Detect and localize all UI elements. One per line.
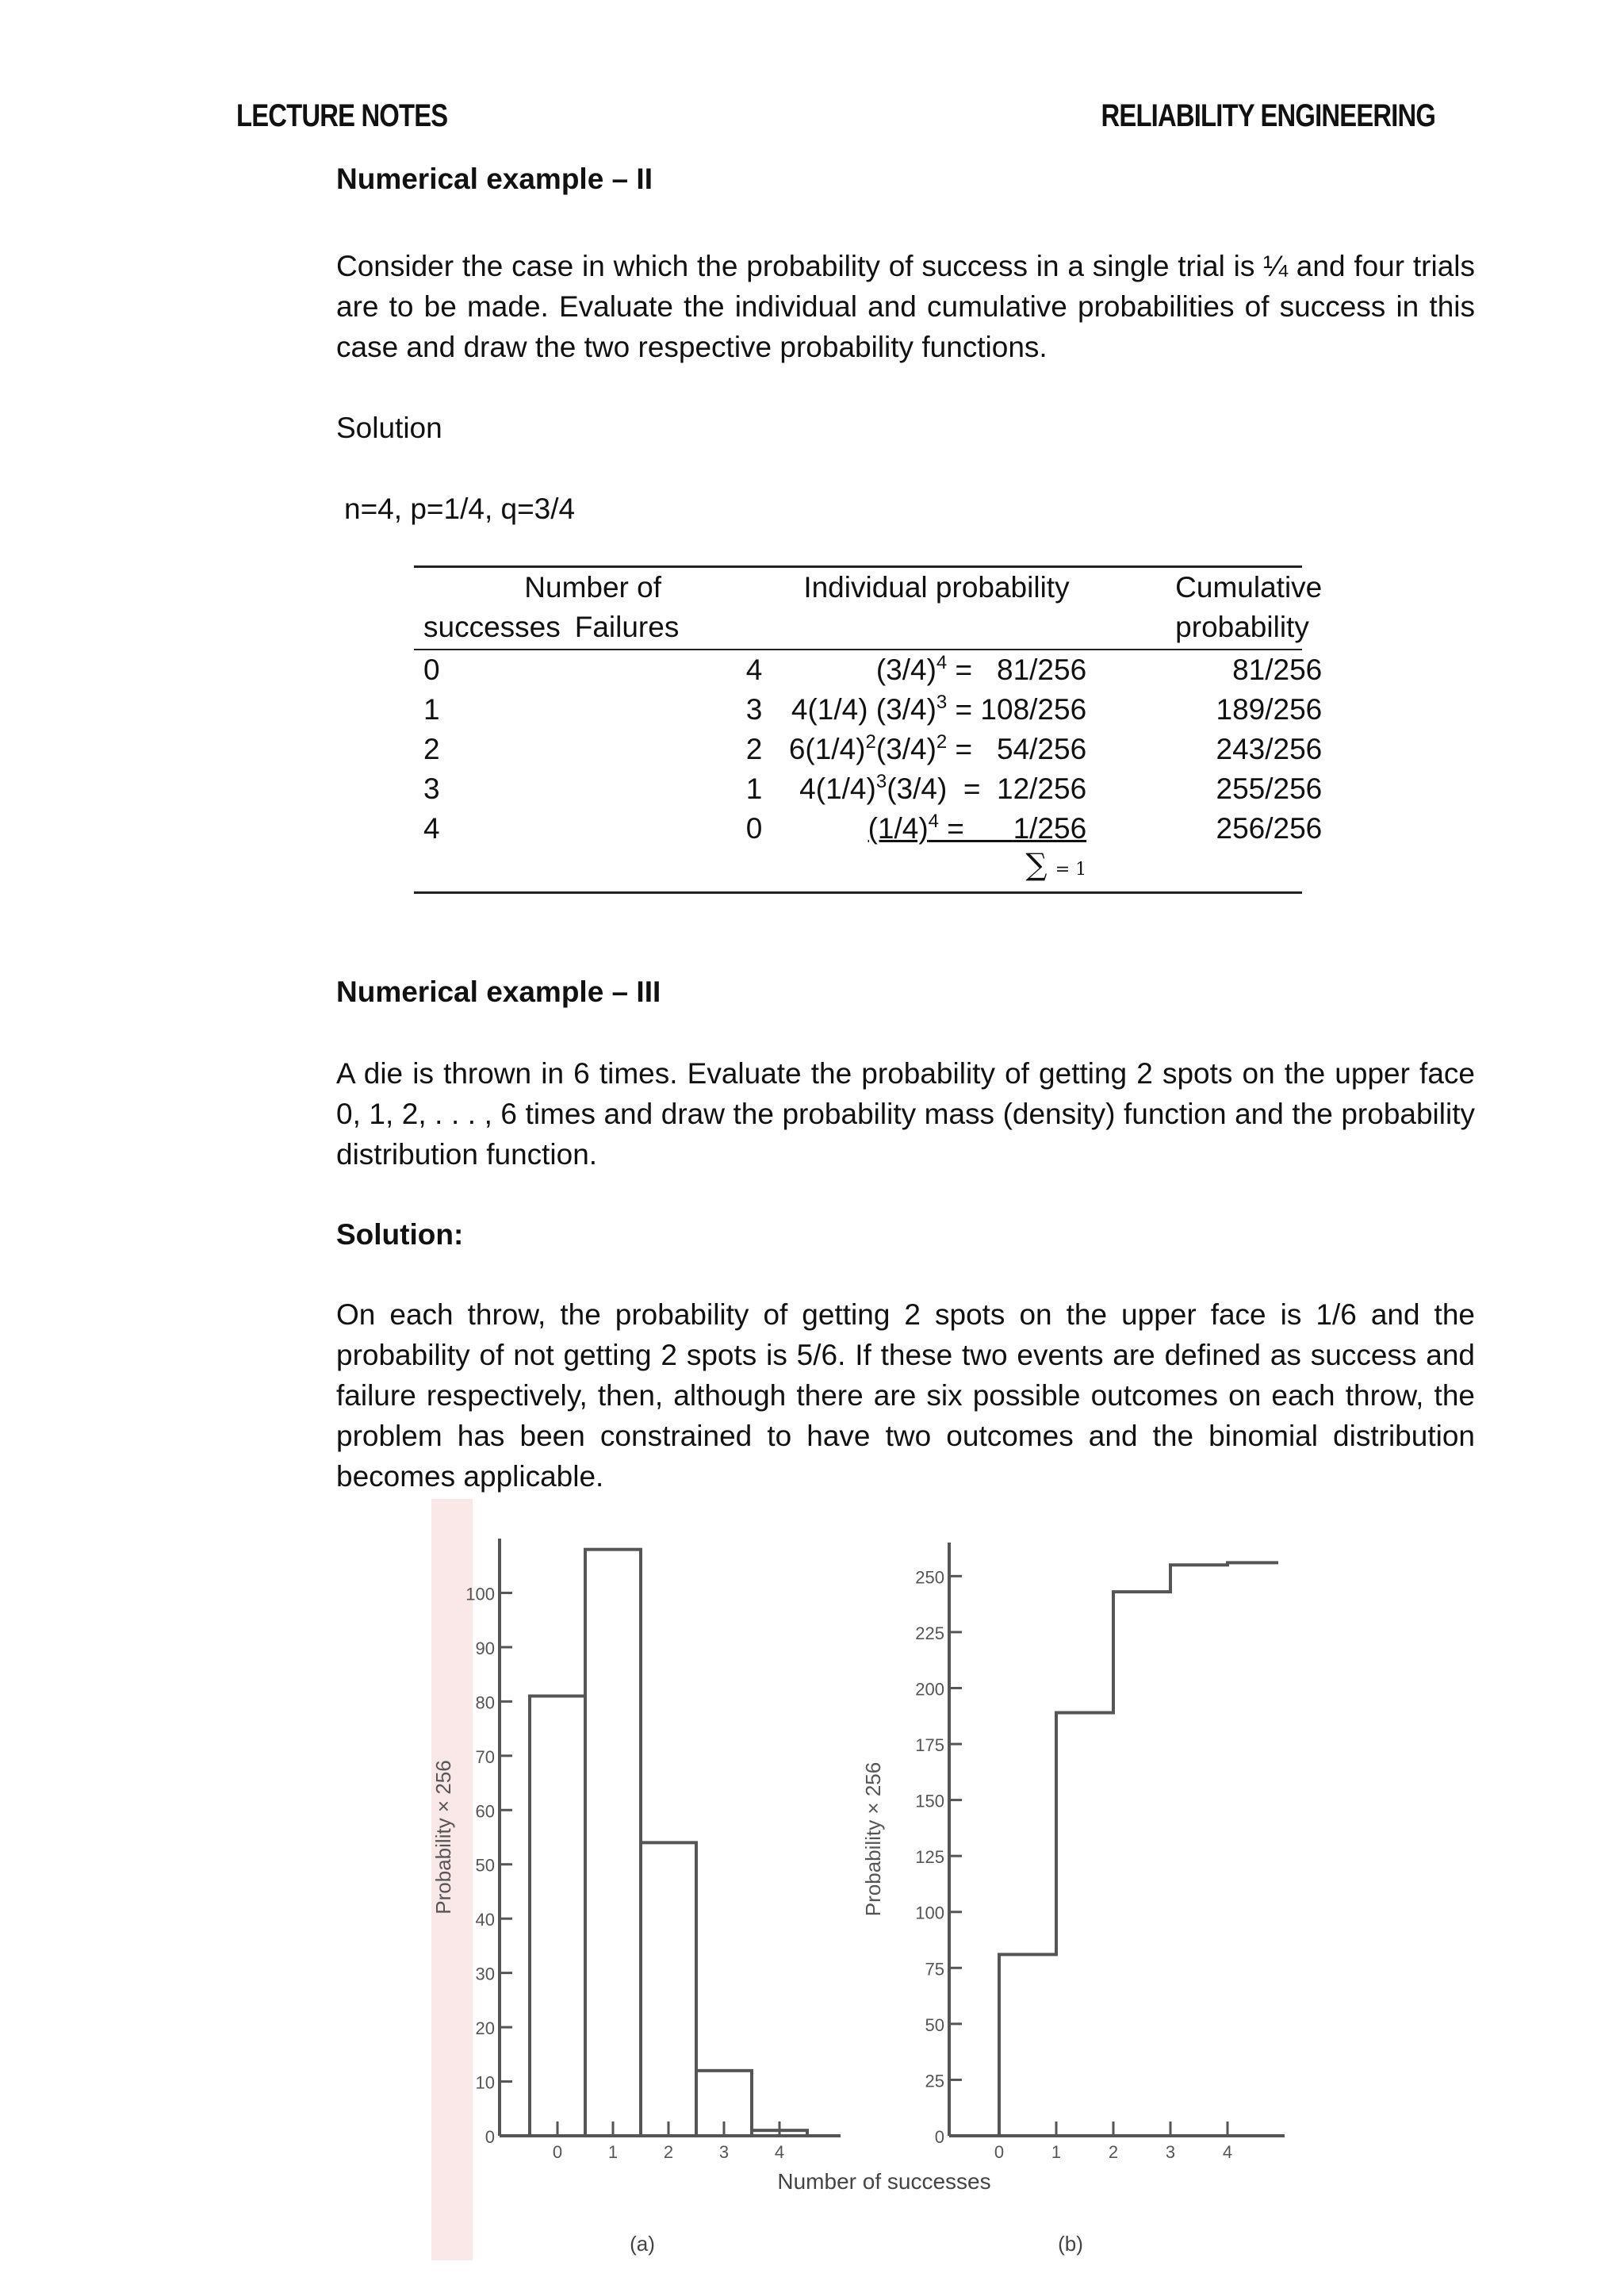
- header-right: RELIABILITY ENGINEERING: [1101, 98, 1435, 133]
- cell-failures: 3: [745, 693, 763, 726]
- example-3-solution-text-wrap: [336, 1294, 1475, 1497]
- y-tick-label-b: 150: [915, 1791, 944, 1811]
- table-row: [414, 690, 1331, 730]
- cell-cumulative: 189/256: [1216, 693, 1323, 726]
- cell-successes: 4: [423, 812, 440, 845]
- example-2-problem-wrap: [336, 246, 1475, 367]
- cell-cumulative: 81/256: [1232, 654, 1323, 686]
- x-tick-label-a: 3: [718, 2142, 730, 2162]
- table-header-row-1: [414, 565, 1331, 608]
- probability-table: [414, 565, 1331, 886]
- example-3-heading-wrap: [336, 972, 1475, 1012]
- table-row: [414, 730, 1331, 769]
- cell-individual: $6(1/4)^2(3/4)^2 = 54/256$: [788, 731, 1087, 765]
- y-tick-label-b: 25: [925, 2071, 944, 2091]
- x-tick-label-b: 2: [1108, 2142, 1119, 2162]
- y-axis-label-b: Probability × 256: [861, 1761, 885, 1917]
- x-tick-label-a: 0: [552, 2142, 563, 2162]
- sum-symbol: ∑: [1025, 847, 1048, 882]
- chart-b: [861, 1543, 1285, 2162]
- caption-a: (a): [630, 2232, 655, 2256]
- y-tick-label-b: 0: [934, 2127, 944, 2147]
- y-tick-label-a: 50: [475, 1855, 495, 1876]
- y-tick-label-a: 0: [485, 2127, 495, 2147]
- cell-successes: 2: [423, 733, 440, 765]
- cell-failures: 2: [745, 733, 763, 765]
- y-tick-label-b: 50: [925, 2014, 944, 2035]
- caption-b: (b): [1058, 2232, 1083, 2256]
- header-left: LECTURE NOTES: [236, 98, 448, 133]
- x-tick-label-b: 4: [1222, 2142, 1233, 2162]
- x-axis-label: Number of successes: [777, 2169, 991, 2194]
- x-tick-label-a: 1: [607, 2142, 619, 2162]
- example-2: [336, 159, 1475, 199]
- y-tick-label-b: 225: [915, 1623, 944, 1643]
- header-number-of: Number of: [524, 571, 662, 604]
- example-3-heading: Numerical example – III: [336, 976, 661, 1008]
- table-row: [414, 650, 1331, 690]
- cell-successes: 3: [423, 772, 440, 805]
- cell-cumulative: 256/256: [1216, 812, 1323, 845]
- example-2-problem: Consider the case in which the probability of success in a single trial is ¼ and four trials are to be made. Evaluate the individual and cumulative probabilities of success in this case and draw the two respective probability functions.: [336, 250, 1475, 363]
- y-tick-label-b: 200: [915, 1679, 944, 1700]
- x-tick-label-b: 0: [994, 2142, 1005, 2162]
- chart-a: [431, 1539, 841, 2162]
- cell-individual: $(3/4)^4 = 81/256$: [875, 652, 1087, 686]
- x-tick-label-a: 4: [774, 2142, 785, 2162]
- cell-successes: 1: [423, 693, 440, 726]
- example-2-given-wrap: [344, 489, 1483, 529]
- sum-cell: [772, 849, 1096, 886]
- cell-failures: 0: [745, 812, 763, 845]
- y-tick-label-a: 80: [475, 1692, 495, 1713]
- cell-failures: 1: [745, 772, 763, 805]
- cell-failures: 4: [745, 654, 763, 686]
- table-sum-row: [414, 849, 1331, 886]
- x-tick-label-b: 3: [1165, 2142, 1176, 2162]
- y-tick-label-b: 175: [915, 1735, 944, 1756]
- example-3-solution-label: Solution:: [336, 1218, 464, 1251]
- sum-value: = 1: [1055, 860, 1087, 880]
- y-tick-label-a: 70: [475, 1746, 495, 1767]
- cell-individual: 4(1/4) $(3/4)^3 = 108/256$: [791, 692, 1087, 726]
- y-axis-label-a: Probability × 256: [431, 1760, 455, 1915]
- x-tick-label-b: 1: [1051, 2142, 1062, 2162]
- cell-individual: $4(1/4)^3(3/4) = 12/256$: [799, 771, 1087, 805]
- table-bottom-rule: [414, 891, 1302, 894]
- example-2-given: n=4, p=1/4, q=3/4: [344, 493, 576, 525]
- example-3-problem: A die is thrown in 6 times. Evaluate the probability of getting 2 spots on the upper face 0, 1, 2, . . . , 6 times and draw the probability mass (density) function and the probability distribution function.: [336, 1057, 1475, 1171]
- header-successes: successes: [423, 611, 561, 643]
- probability-figure: [412, 1499, 1332, 2276]
- header-cumulative-1: Cumulative: [1175, 571, 1323, 604]
- y-tick-label-b: 75: [925, 1959, 944, 1980]
- y-tick-label-a: 20: [475, 2018, 495, 2039]
- cell-cumulative: 243/256: [1216, 733, 1323, 765]
- example-2-heading: Numerical example – II: [336, 163, 653, 195]
- y-tick-label-a: 60: [475, 1801, 495, 1822]
- cell-successes: 0: [423, 654, 440, 686]
- bar: [585, 1550, 641, 2136]
- y-tick-label-b: 100: [915, 1903, 944, 1923]
- cumulative-step-line: [999, 1562, 1278, 2136]
- example-2-solution-wrap: [336, 408, 1475, 448]
- bar: [530, 1696, 585, 2136]
- table-header-row-2: [414, 608, 1331, 647]
- bar: [641, 1842, 696, 2136]
- example-3-solution-text: On each throw, the probability of getting 2 spots on the upper face is 1/6 and the probability of not getting 2 spots is 5/6. If these two events are defined as success and failure respectively, then, although there are six possible outcomes on each throw, the problem has been constrained to have two outcomes and the binomial distribution becomes applicable.: [336, 1298, 1475, 1493]
- header-individual: Individual probability: [803, 571, 1070, 604]
- y-tick-label-a: 10: [475, 2072, 495, 2093]
- y-tick-label-a: 30: [475, 1964, 495, 1984]
- table-row: [414, 769, 1331, 809]
- y-tick-label-a: 40: [475, 1910, 495, 1930]
- y-tick-label-b: 125: [915, 1847, 944, 1868]
- header-failures: Failures: [574, 611, 680, 643]
- example-2-solution-label: Solution: [336, 412, 442, 444]
- y-tick-label-a: 100: [465, 1584, 495, 1604]
- cell-individual: $(1/4)^4$ = 1/256: [868, 811, 1087, 845]
- cell-cumulative: 255/256: [1216, 772, 1323, 805]
- x-tick-label-a: 2: [663, 2142, 674, 2162]
- header-cumulative-2: probability: [1175, 611, 1309, 643]
- example-3-solution-wrap: [336, 1214, 1475, 1255]
- example-3-problem-wrap: [336, 1053, 1475, 1175]
- y-tick-label-a: 90: [475, 1638, 495, 1658]
- table-row: [414, 809, 1331, 849]
- y-tick-label-b: 250: [915, 1567, 944, 1588]
